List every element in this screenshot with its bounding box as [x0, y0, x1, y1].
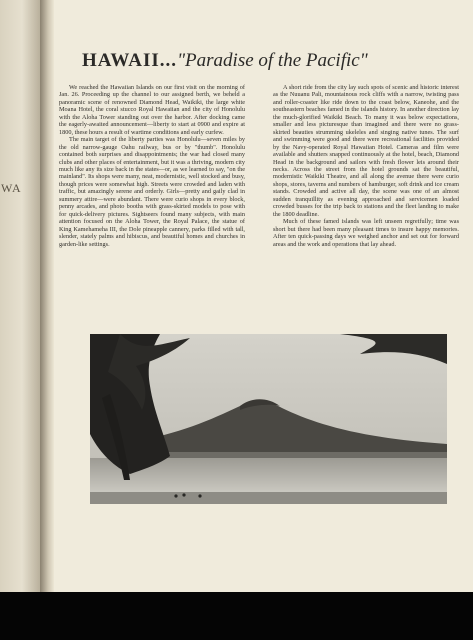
left-page-edge [0, 0, 40, 592]
book-gutter [40, 0, 54, 592]
beach-figure [182, 493, 185, 496]
text-column-left [59, 84, 245, 248]
right-page [54, 0, 473, 592]
title-subtitle: "Paradise of the Pacific" [177, 50, 368, 71]
beach-figure [174, 494, 177, 497]
beach-figure [198, 494, 201, 497]
shoreline [130, 452, 447, 458]
article-title [82, 50, 368, 72]
beach [90, 492, 447, 504]
diamond-head-photo [90, 334, 447, 504]
photo-illustration [90, 334, 447, 504]
scan-background [0, 592, 473, 640]
text-column-right [273, 84, 459, 248]
left-page-text-fragment: WA [1, 181, 22, 195]
paragraph: The main target of the liberty parties was Honolulu—seven miles by the old narrow-gauge Oahu railway, bus or by "thumb". Honolulu contained both surprises and disappointments; the war had closed many clubs and other places of entertainment, but it was a thriving, modern city much like any its size back in the states—or, as we learned to say, "on the mainland". Its shops were many, neat, modernistic, well stocked and busy, though prices were somewhat high. Streets were crowded and laden with traffic, but amazingly serene and orderly. Girls—pretty and gaily clad in summery attire—were abundant. There were curio shops in every block, penny arcades, and photo booths with grass-skirted models to pose with for quick-delivery pictures. Sightseers found many subjects, with main attention focused on the Aloha Tower, the Royal Palace, the statue of King Kamehameha III, the Dole pineapple cannery, parks filled with tall, slender, stately palms and hibiscus, and beautiful homes and churches in garden-like settings. [59, 136, 245, 248]
paragraph: We reached the Hawaiian Islands on our first visit on the morning of Jan. 26. Proceeding up the channel to our assigned berth, we beheld a panoramic scene of renowned Diamond Head, Waikiki, the large white Moana Hotel, the coral stucco Royal Hawaiian and the city of Honolulu with the Aloha Tower standing out over the harbor. After docking came the eagerly-awaited announcement—liberty to start at 0900 and expire at 1800, these hours a result of wartime conditions and early curfew. [59, 84, 245, 136]
title-main: HAWAII... [82, 50, 178, 71]
paragraph: A short ride from the city lay such spots of scenic and historic interest as the Nuuanu Pali, mountainous rock cliffs with a narrow, twisting pass and roller-coaster like ride down to the coast below, Kaneohe, and the southeastern beaches famed in the islands history. In another direction lay the much-glorified Waikiki Beach. To many it was below expectations, smaller and less picturesque than imagined and there were no grass-skirted beauties strumming ukeleles and singing native tunes. The surf and swimming were good and there were recreational facilities provided by the Navy-operated Royal Hawaiian Hotel. Cameras and film were available and shutters snapped continuously at the hotel, beach, Diamond Head in the background and sailors with fresh flower leis around their necks. Across the street from the hotel grounds sat the beautiful, modernistic Waikiki Theatre, and all along the avenue there were curio shops, stores, taverns and numbers of hamburger, soft drink and ice cream stands. Crowded and active all day, the scene was one of an almost sudden tranquillity as evening approached and servicemen loaded crowded busses for the trip back to stations and the fleet landing to make the 1800 deadline. [273, 84, 459, 218]
paragraph: Much of these famed islands was left unseen regretfully; time was short but there had been many pleasant times to insure happy memories. After ten quick-passing days we weighed anchor and set out for forward areas and the work and operations that lay ahead. [273, 218, 459, 248]
